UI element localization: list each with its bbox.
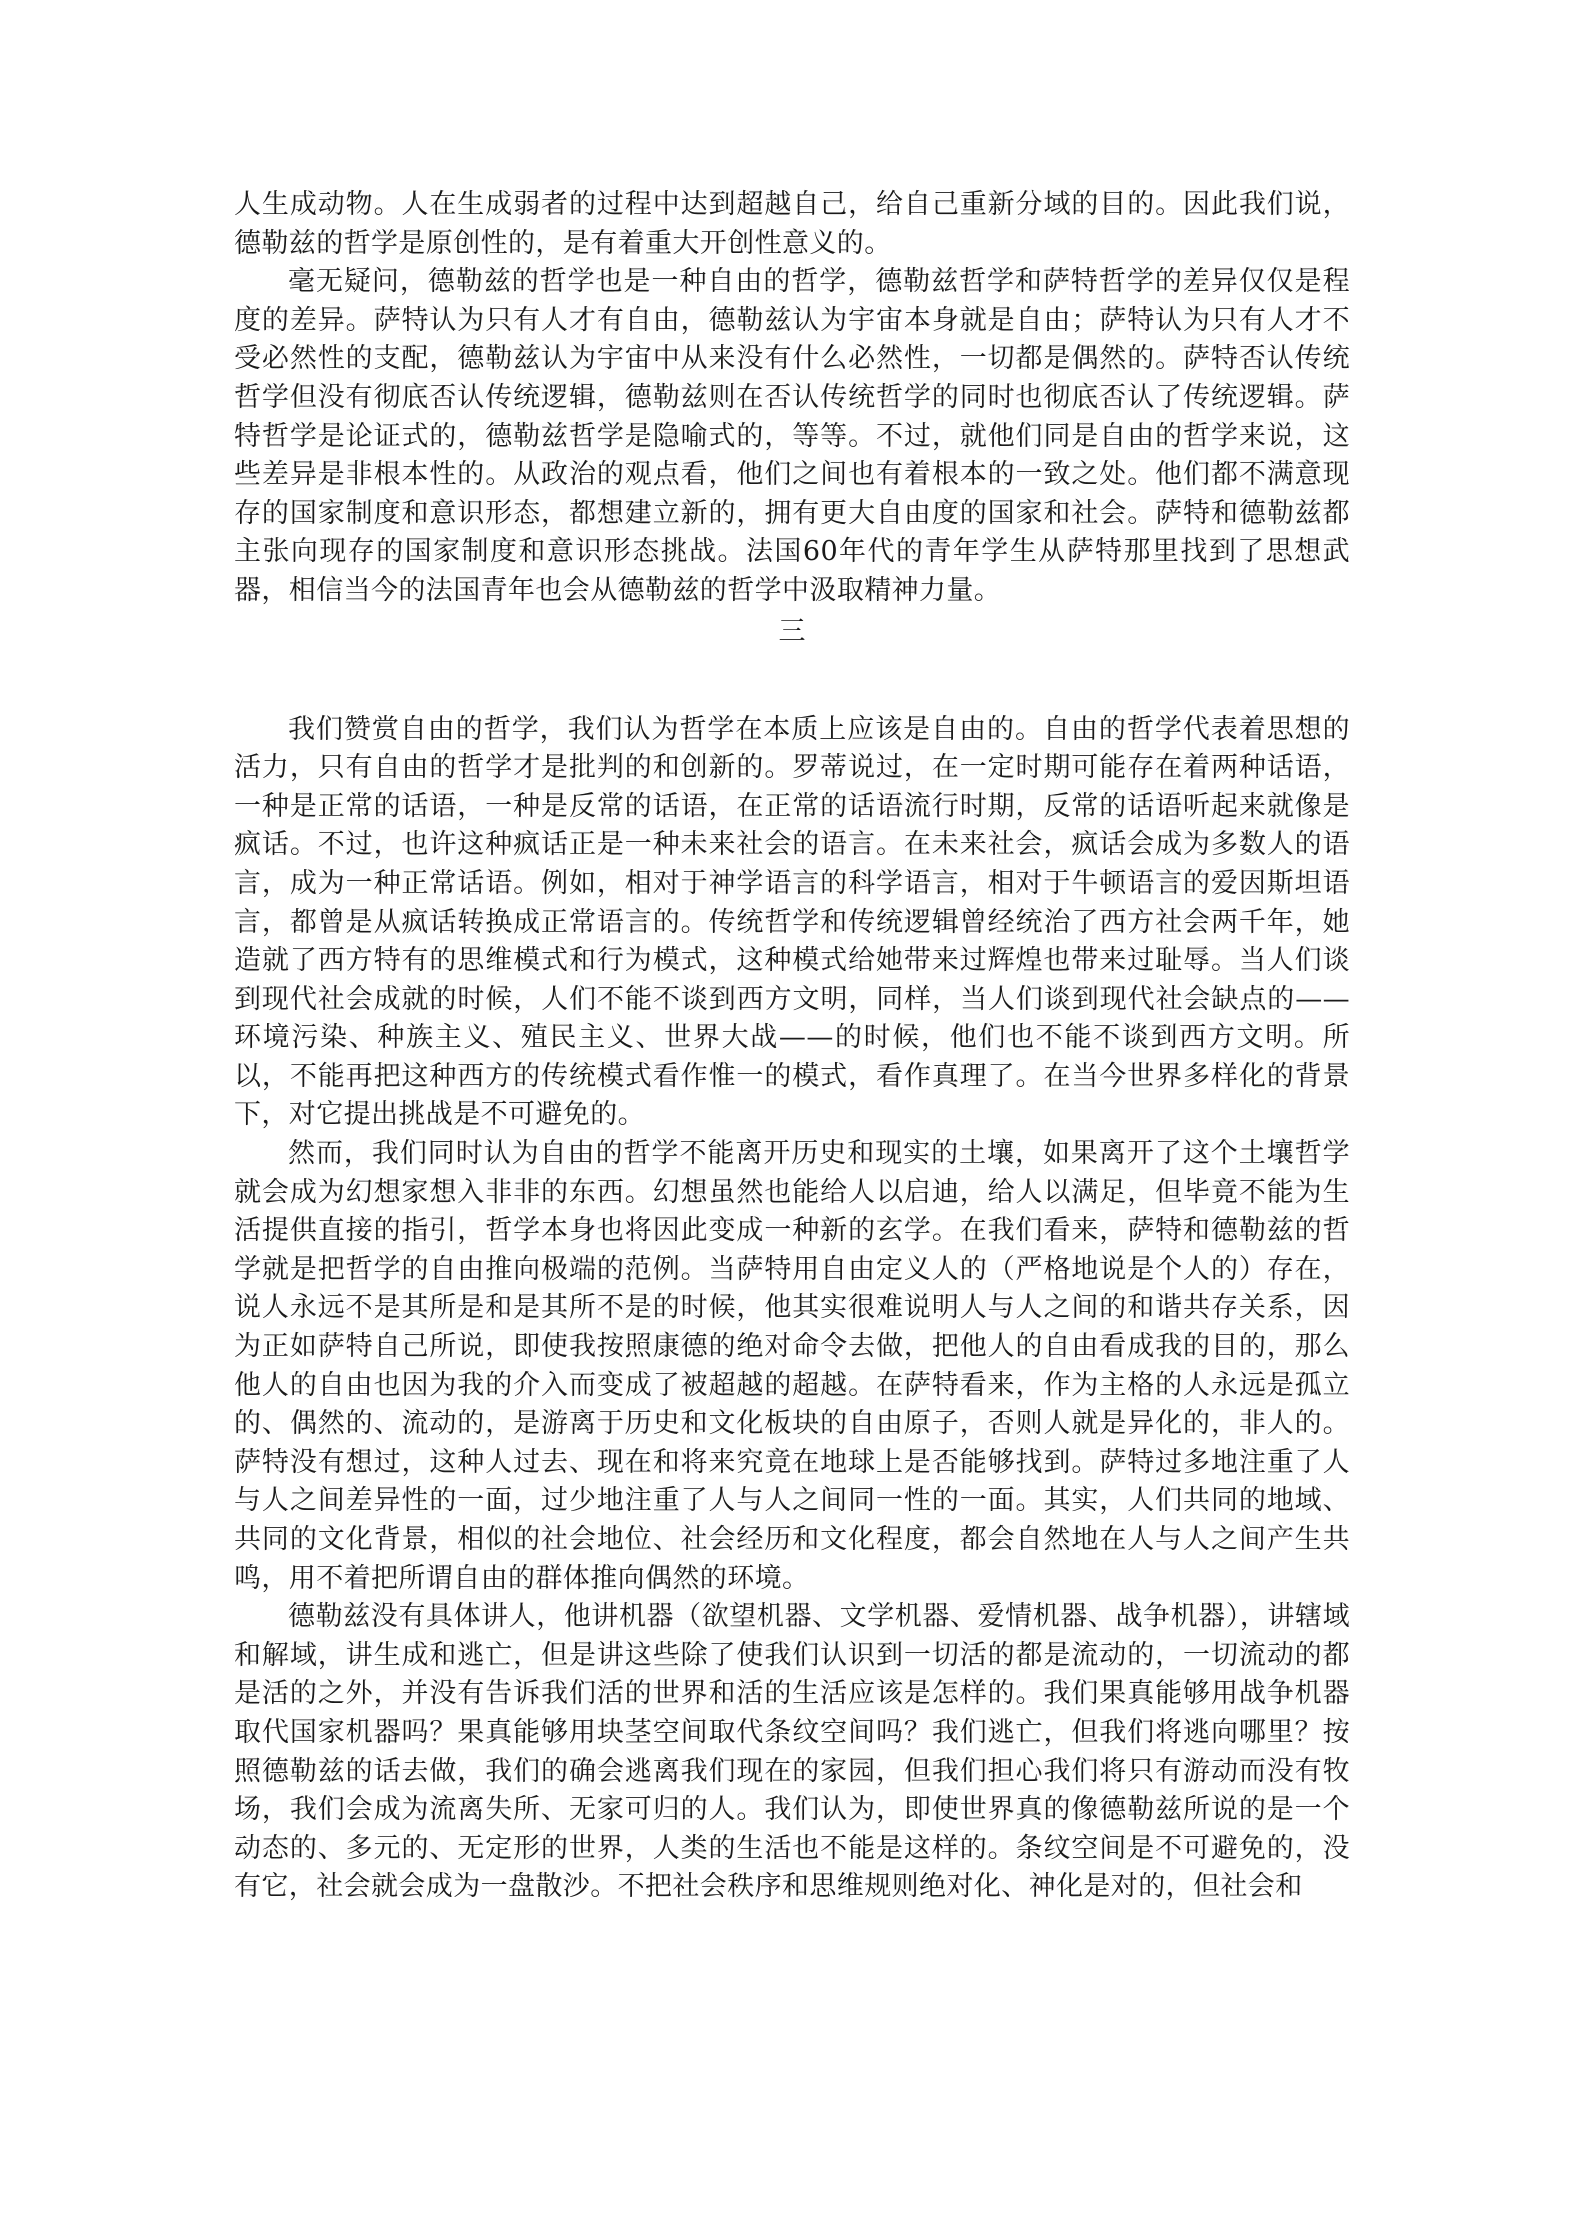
document-page [234,186,1350,1907]
paragraph-history-reality: 然而，我们同时认为自由的哲学不能离开历史和现实的土壤，如果离开了这个土壤哲学就会成为幻想家想入非非的东西。幻想虽然也能给人以启迪，给人以满足，但毕竟不能为生活提供直接的指引，哲学本身也将因此变成一种新的玄学。在我们看来，萨特和德勒兹的哲学就是把哲学的自由推向极端的范例。当萨特用自由定义人的（严格地说是个人的）存在，说人永远不是其所是和是其所不是的时候，他其实很难说明人与人之间的和谐共存关系，因为正如萨特自己所说，即使我按照康德的绝对命令去做，把他人的自由看成我的目的，那么他人的自由也因为我的介入而变成了被超越的超越。在萨特看来，作为主格的人永远是孤立的、偶然的、流动的，是游离于历史和文化板块的自由原子，否则人就是异化的，非人的。萨特没有想过，这种人过去、现在和将来究竟在地球上是否能够找到。萨特过多地注重了人与人之间差异性的一面，过少地注重了人与人之间同一性的一面。其实，人们共同的地域、共同的文化背景，相似的社会地位、社会经历和文化程度，都会自然地在人与人之间产生共鸣，用不着把所谓自由的群体推向偶然的环境。 [234,1138,1350,1594]
paragraph-free-philosophy: 我们赞赏自由的哲学，我们认为哲学在本质上应该是自由的。自由的哲学代表着思想的活力，只有自由的哲学才是批判的和创新的。罗蒂说过，在一定时期可能存在着两种话语，一种是正常的话语，一种是反常的话语，在正常的话语流行时期，反常的话语听起来就像是疯话。不过，也许这种疯话正是一种未来社会的语言。在未来社会，疯话会成为多数人的语言，成为一种正常话语。例如，相对于神学语言的科学语言，相对于牛顿语言的爱因斯坦语言，都曾是从疯话转换成正常语言的。传统哲学和传统逻辑曾经统治了西方社会两千年，她造就了西方特有的思维模式和行为模式，这种模式给她带来过辉煌也带来过耻辱。当人们谈到现代社会成就的时候，人们不能不谈到西方文明，同样，当人们谈到现代社会缺点的——环境污染、种族主义、殖民主义、世界大战——的时候，他们也不能不谈到西方文明。所以，不能再把这种西方的传统模式看作惟一的模式，看作真理了。在当今世界多样化的背景下，对它提出挑战是不可避免的。 [234,713,1350,1131]
paragraph-sartre-deleuze-comparison: 毫无疑问，德勒兹的哲学也是一种自由的哲学，德勒兹哲学和萨特哲学的差异仅仅是程度的差异。萨特认为只有人才有自由，德勒兹认为宇宙本身就是自由；萨特认为只有人才不受必然性的支配，德勒兹认为宇宙中从来没有什么必然性，一切都是偶然的。萨特否认传统哲学但没有彻底否认传统逻辑，德勒兹则在否认传统哲学的同时也彻底否认了传统逻辑。萨特哲学是论证式的，德勒兹哲学是隐喻式的，等等。不过，就他们同是自由的哲学来说，这些差异是非根本性的。从政治的观点看，他们之间也有着根本的一致之处。他们都不满意现存的国家制度和意识形态，都想建立新的，拥有更大自由度的国家和社会。萨特和德勒兹都主张向现存的国家制度和意识形态挑战。法国60年代的青年学生从萨特那里找到了思想武器，相信当今的法国青年也会从德勒兹的哲学中汲取精神力量。 [234,266,1350,606]
paragraph-continuation: 人生成动物。人在生成弱者的过程中达到超越自己，给自己重新分域的目的。因此我们说，德勒兹的哲学是原创性的，是有着重大开创性意义的。 [234,189,1350,259]
section-heading: 三 [778,615,806,647]
paragraph-deleuze-machines: 德勒兹没有具体讲人，他讲机器（欲望机器、文学机器、爱情机器、战争机器），讲辖域和解域，讲生成和逃亡，但是讲这些除了使我们认识到一切活的都是流动的，一切流动的都是活的之外，并没有告诉我们活的世界和活的生活应该是怎样的。我们果真能够用战争机器取代国家机器吗？果真能够用块茎空间取代条纹空间吗？我们逃亡，但我们将逃向哪里？按照德勒兹的话去做，我们的确会逃离我们现在的家园，但我们担心我们将只有游动而没有牧场，我们会成为流离失所、无家可归的人。我们认为，即使世界真的像德勒兹所说的是一个动态的、多元的、无定形的世界，人类的生活也不能是这样的。条纹空间是不可避免的，没有它，社会就会成为一盘散沙。不把社会秩序和思维规则绝对化、神化是对的，但社会和 [234,1601,1350,1903]
